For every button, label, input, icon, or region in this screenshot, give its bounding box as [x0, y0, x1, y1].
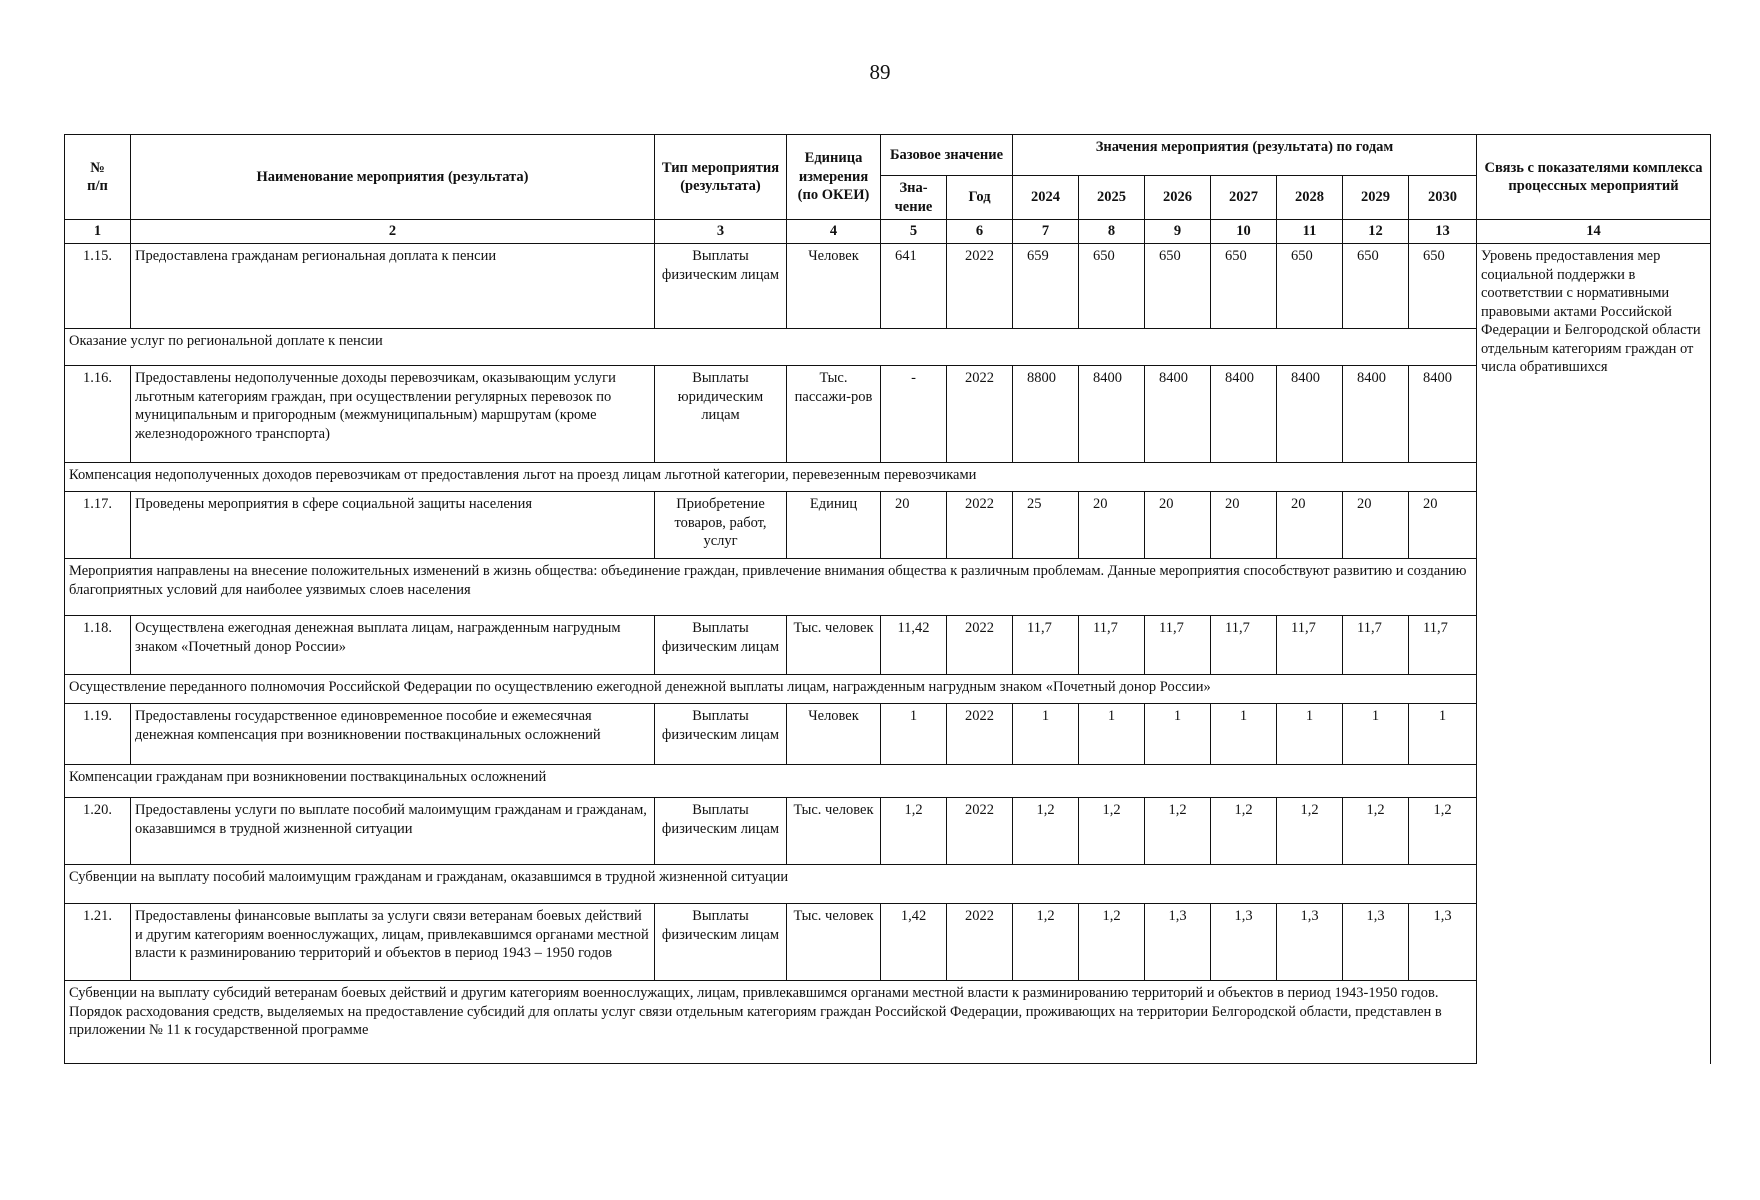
base-year: 2022	[947, 244, 1013, 329]
column-number: 5	[881, 220, 947, 244]
year-value: 8400	[1211, 366, 1277, 463]
measure-description: Осуществление переданного полномочия Российской Федерации по осуществлению ежегодной денежной выплаты лицам, награжденным нагрудным знаком «Почетный донор России»	[65, 675, 1477, 704]
header-type: Тип мероприятия (результата)	[655, 135, 787, 220]
column-number: 2	[131, 220, 655, 244]
measure-name: Осуществлена ежегодная денежная выплата лицам, награжденным нагрудным знаком «Почетный донор России»	[131, 616, 655, 675]
year-value: 11,7	[1079, 616, 1145, 675]
base-value: 1	[881, 704, 947, 765]
measure-name: Предоставлены финансовые выплаты за услуги связи ветеранам боевых действий и другим категориям военнослужащих, лицам, привлекавшимся органами местной власти к разминированию территорий и объектов в период 1943 – 1950 годов	[131, 904, 655, 981]
header-base-value: Зна-чение	[881, 176, 947, 220]
description-row	[65, 463, 1711, 492]
description-row	[65, 765, 1711, 798]
year-value: 1	[1343, 704, 1409, 765]
base-value: 11,42	[881, 616, 947, 675]
row-number: 1.18.	[65, 616, 131, 675]
year-value: 20	[1145, 492, 1211, 559]
measure-name: Проведены мероприятия в сфере социальной защиты населения	[131, 492, 655, 559]
column-number: 11	[1277, 220, 1343, 244]
measure-unit: Человек	[787, 704, 881, 765]
page-number: 89	[869, 60, 891, 84]
table-row	[65, 492, 1711, 559]
year-value: 1	[1211, 704, 1277, 765]
year-value: 1,2	[1013, 798, 1079, 865]
header-link: Связь с показателями комплекса процессных мероприятий	[1477, 135, 1711, 220]
header-year: 2025	[1079, 176, 1145, 220]
column-number: 6	[947, 220, 1013, 244]
header-year: 2030	[1409, 176, 1477, 220]
measure-type: Выплаты физическим лицам	[655, 244, 787, 329]
description-row	[65, 559, 1711, 616]
year-value: 1	[1079, 704, 1145, 765]
base-value: 641	[881, 244, 947, 329]
year-value: 1	[1013, 704, 1079, 765]
column-number: 7	[1013, 220, 1079, 244]
table-row	[65, 366, 1711, 463]
row-number: 1.20.	[65, 798, 131, 865]
table-row	[65, 244, 1711, 329]
measure-unit: Тыс. человек	[787, 798, 881, 865]
row-number: 1.21.	[65, 904, 131, 981]
header-year: 2029	[1343, 176, 1409, 220]
year-value: 1,2	[1145, 798, 1211, 865]
measure-name: Предоставлена гражданам региональная доплата к пенсии	[131, 244, 655, 329]
year-value: 1,2	[1013, 904, 1079, 981]
year-value: 25	[1013, 492, 1079, 559]
table-row	[65, 904, 1711, 981]
year-value: 8400	[1343, 366, 1409, 463]
base-year: 2022	[947, 616, 1013, 675]
table-row	[65, 616, 1711, 675]
description-row	[65, 865, 1711, 904]
measure-unit: Тыс. человек	[787, 616, 881, 675]
measure-unit: Тыс. человек	[787, 904, 881, 981]
year-value: 1,2	[1079, 798, 1145, 865]
description-row	[65, 981, 1711, 1064]
year-value: 1,2	[1211, 798, 1277, 865]
measure-description	[65, 981, 1477, 1064]
year-value: 11,7	[1277, 616, 1343, 675]
year-value: 650	[1145, 244, 1211, 329]
year-value: 11,7	[1013, 616, 1079, 675]
year-value: 11,7	[1145, 616, 1211, 675]
year-value: 650	[1211, 244, 1277, 329]
header-year: 2024	[1013, 176, 1079, 220]
column-number: 4	[787, 220, 881, 244]
year-value: 1,3	[1211, 904, 1277, 981]
table-row	[65, 704, 1711, 765]
year-value: 650	[1409, 244, 1477, 329]
year-value: 1	[1277, 704, 1343, 765]
year-value: 1,2	[1343, 798, 1409, 865]
year-value: 20	[1079, 492, 1145, 559]
column-number: 9	[1145, 220, 1211, 244]
base-year: 2022	[947, 366, 1013, 463]
base-year: 2022	[947, 798, 1013, 865]
header-name: Наименование мероприятия (результата)	[131, 135, 655, 220]
description-row	[65, 675, 1711, 704]
base-year: 2022	[947, 904, 1013, 981]
base-value: -	[881, 366, 947, 463]
year-value: 8400	[1079, 366, 1145, 463]
column-number: 12	[1343, 220, 1409, 244]
measure-description-text: Субвенции на выплату субсидий ветеранам боевых действий и другим категориям военнослужащих, лицам, привлекавшимся органами местной власти к разминированию территорий и объектов в период 1943-1950 годов.	[69, 985, 1439, 1002]
year-value: 659	[1013, 244, 1079, 329]
year-value: 11,7	[1409, 616, 1477, 675]
year-value: 11,7	[1343, 616, 1409, 675]
measure-description: Мероприятия направлены на внесение положительных изменений в жизнь общества: объединение граждан, привлечение внимания общества к различным проблемам. Данные мероприятия способствуют развитию и созданию благоприятных условий для наиболее уязвимых слоев населения	[65, 559, 1477, 616]
measure-description: Субвенции на выплату пособий малоимущим гражданам и гражданам, оказавшимся в трудной жизненной ситуации	[65, 865, 1477, 904]
measure-type: Выплаты физическим лицам	[655, 704, 787, 765]
base-value: 1,42	[881, 904, 947, 981]
measure-type: Выплаты физическим лицам	[655, 904, 787, 981]
year-value: 650	[1277, 244, 1343, 329]
year-value: 1	[1145, 704, 1211, 765]
header-base: Базовое значение	[881, 135, 1013, 176]
row-number: 1.16.	[65, 366, 131, 463]
measure-name: Предоставлены государственное единовременное пособие и ежемесячная денежная компенсация при возникновении поствакцинальных осложнений	[131, 704, 655, 765]
column-number: 8	[1079, 220, 1145, 244]
year-value: 650	[1343, 244, 1409, 329]
measures-table-wrapper	[64, 134, 1710, 1064]
measure-unit: Человек	[787, 244, 881, 329]
year-value: 8400	[1409, 366, 1477, 463]
measure-unit: Тыс. пассажи-ров	[787, 366, 881, 463]
year-value: 1,3	[1409, 904, 1477, 981]
column-number: 14	[1477, 220, 1711, 244]
column-number: 3	[655, 220, 787, 244]
base-value: 1,2	[881, 798, 947, 865]
base-value: 20	[881, 492, 947, 559]
table-row	[65, 798, 1711, 865]
header-num: № п/п	[65, 135, 131, 220]
year-value: 1,2	[1409, 798, 1477, 865]
column-number-row	[65, 220, 1711, 244]
measure-type: Выплаты юридическим лицам	[655, 366, 787, 463]
measure-type: Выплаты физическим лицам	[655, 616, 787, 675]
header-unit: Единица измерения (по ОКЕИ)	[787, 135, 881, 220]
year-value: 1,2	[1079, 904, 1145, 981]
description-row	[65, 329, 1711, 366]
column-number: 10	[1211, 220, 1277, 244]
row-number: 1.17.	[65, 492, 131, 559]
year-value: 20	[1277, 492, 1343, 559]
year-value: 1,3	[1343, 904, 1409, 981]
measure-description: Компенсации гражданам при возникновении поствакцинальных осложнений	[65, 765, 1477, 798]
measure-type: Приобретение товаров, работ, услуг	[655, 492, 787, 559]
measure-name: Предоставлены услуги по выплате пособий малоимущим гражданам и гражданам, оказавшимся в трудной жизненной ситуации	[131, 798, 655, 865]
base-year: 2022	[947, 704, 1013, 765]
header-year: 2027	[1211, 176, 1277, 220]
column-number: 13	[1409, 220, 1477, 244]
year-value: 8400	[1145, 366, 1211, 463]
row-number: 1.19.	[65, 704, 131, 765]
measure-description-note: Порядок расходования средств, выделяемых на предоставление субсидий для оплаты услуг связи отдельным категориям граждан Российской Федерации, проживающих на территории Белгородской области, представлен в приложении № 11 к государственной программе	[69, 1003, 1442, 1039]
year-value: 1,3	[1277, 904, 1343, 981]
year-value: 650	[1079, 244, 1145, 329]
year-value: 20	[1211, 492, 1277, 559]
year-value: 20	[1343, 492, 1409, 559]
header-base-year: Год	[947, 176, 1013, 220]
header-values-by-year: Значения мероприятия (результата) по годам	[1013, 135, 1477, 176]
link-to-indicators: Уровень предоставления мер социальной поддержки в соответствии с нормативными правовыми актами Российской Федерации и Белгородской области отдельным категориям граждан от числа обратившихся	[1477, 244, 1711, 492]
measure-description: Компенсация недополученных доходов перевозчикам от предоставления льгот на проезд лицам льготной категории, перевезенным перевозчиками	[65, 463, 1477, 492]
measure-type: Выплаты физическим лицам	[655, 798, 787, 865]
row-number: 1.15.	[65, 244, 131, 329]
measure-name: Предоставлены недополученные доходы перевозчикам, оказывающим услуги льготным категориям граждан, при осуществлении регулярных перевозок по муниципальным и пригородным (межмуниципальным) маршрутам (кроме железнодорожного транспорта)	[131, 366, 655, 463]
base-year: 2022	[947, 492, 1013, 559]
measures-table	[64, 134, 1711, 1064]
year-value: 1,2	[1277, 798, 1343, 865]
year-value: 1,3	[1145, 904, 1211, 981]
year-value: 1	[1409, 704, 1477, 765]
column-number: 1	[65, 220, 131, 244]
header-year: 2028	[1277, 176, 1343, 220]
year-value: 8800	[1013, 366, 1079, 463]
header-year: 2026	[1145, 176, 1211, 220]
year-value: 20	[1409, 492, 1477, 559]
measure-description: Оказание услуг по региональной доплате к пенсии	[65, 329, 1477, 366]
link-column-continuation	[1477, 492, 1711, 1064]
measure-unit: Единиц	[787, 492, 881, 559]
year-value: 11,7	[1211, 616, 1277, 675]
year-value: 8400	[1277, 366, 1343, 463]
